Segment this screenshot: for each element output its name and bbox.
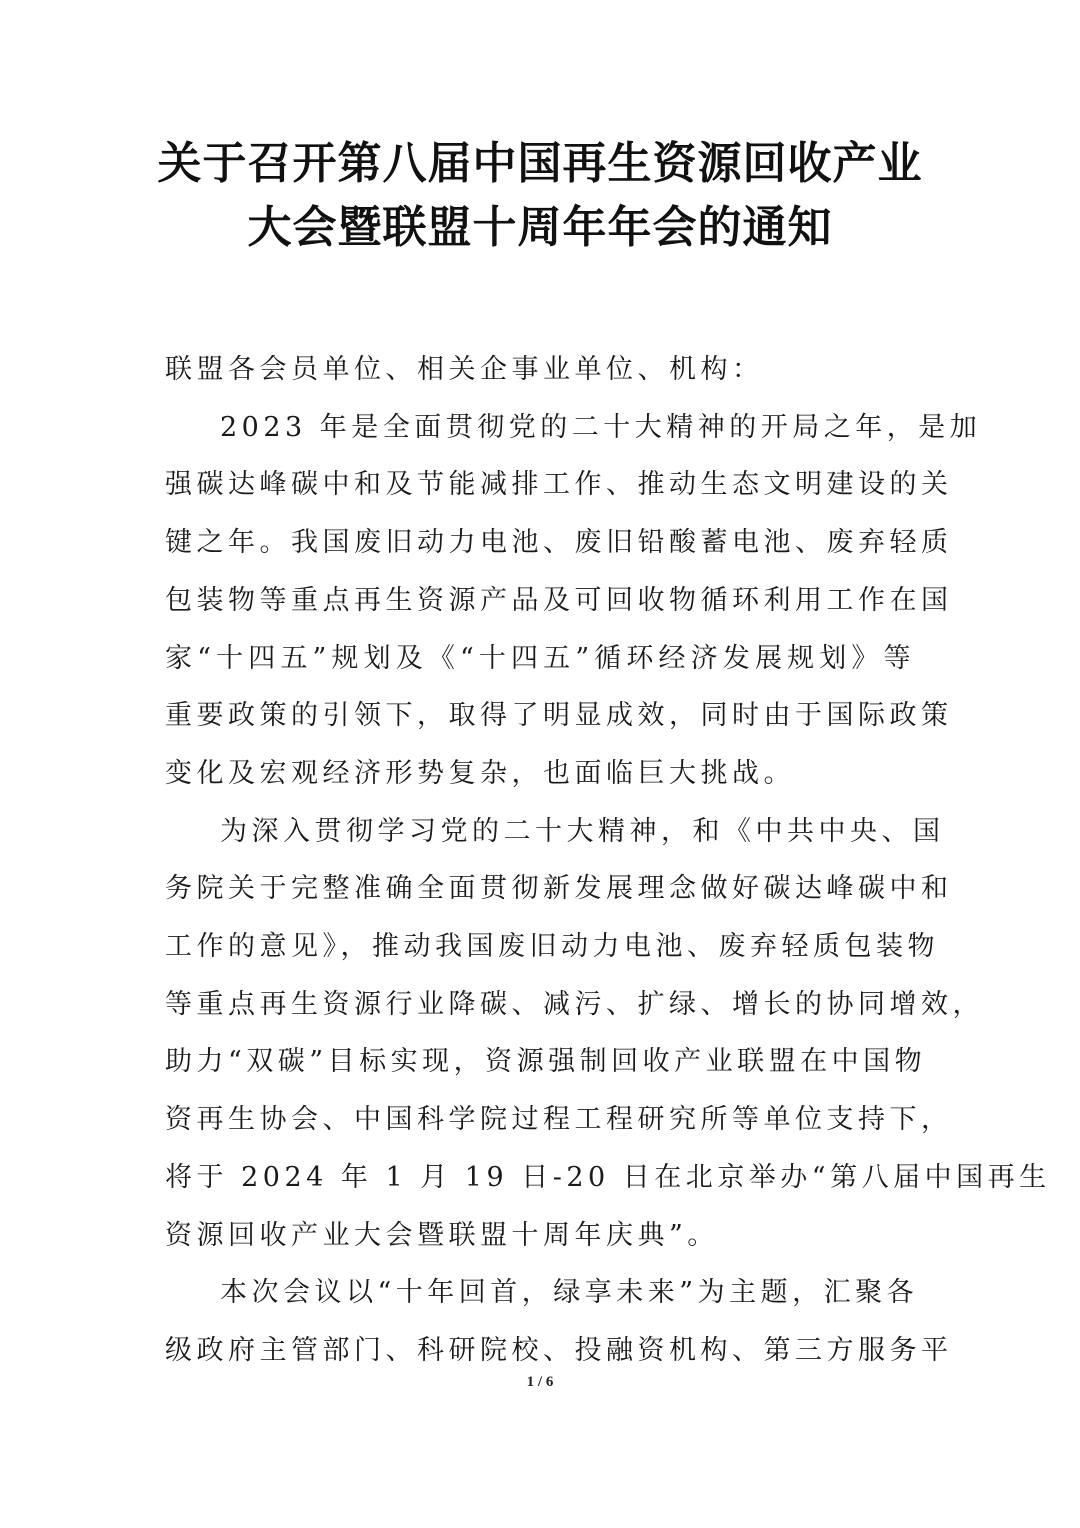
document-body — [165, 341, 1051, 1380]
paragraph-line: 务院关于完整准确全面贯彻新发展理念做好碳达峰碳中和 — [165, 873, 953, 905]
paragraph-line: 包装物等重点再生资源产品及可回收物循环利用工作在国 — [165, 584, 953, 616]
paragraph-line: 本次会议以“十年回首，绿享未来”为主题，汇聚各 — [220, 1277, 919, 1309]
title-line-1: 关于召开第八届中国再生资源回收产业 — [157, 138, 923, 189]
paragraph-line: 键之年。我国废旧动力电池、废旧铅酸蓄电池、废弃轻质 — [165, 527, 953, 559]
paragraph-line: 工作的意见》，推动我国废旧动力电池、废弃轻质包装物 — [165, 931, 939, 963]
paragraph-line: 将于 2024 年 1 月 19 日-20 日在北京举办“第八届中国再生 — [165, 1161, 1051, 1193]
paragraph-line: 等重点再生资源行业降碳、减污、扩绿、增长的协同增效， — [165, 988, 984, 1020]
paragraph-line: 级政府主管部门、科研院校、投融资机构、第三方服务平 — [165, 1334, 953, 1366]
paragraph-line: 家“十四五”规划及《“十四五”循环经济发展规划》等 — [165, 642, 915, 674]
paragraph-line: 助力“双碳”目标实现，资源强制回收产业联盟在中国物 — [165, 1046, 927, 1078]
paragraph-1 — [165, 399, 982, 803]
paragraph-line: 资源回收产业大会暨联盟十周年庆典”。 — [165, 1219, 719, 1251]
title-line-2: 大会暨联盟十周年年会的通知 — [247, 202, 833, 253]
salutation: 联盟各会员单位、相关企事业单位、机构： — [165, 354, 764, 385]
paragraph-line: 强碳达峰碳中和及节能减排工作、推动生态文明建设的关 — [165, 469, 953, 501]
paragraph-3 — [165, 1264, 953, 1379]
paragraph-2 — [165, 803, 1051, 1265]
paragraph-line: 变化及宏观经济形势复杂，也面临巨大挑战。 — [165, 757, 795, 789]
paragraph-line: 资再生协会、中国科学院过程工程研究所等单位支持下， — [165, 1104, 953, 1136]
page-number: 1 / 6 — [526, 1374, 554, 1390]
paragraph-line: 2023 年是全面贯彻党的二十大精神的开局之年，是加 — [220, 411, 982, 443]
paragraph-line: 为深入贯彻学习党的二十大精神，和《中共中央、国 — [220, 815, 945, 847]
document-title — [120, 132, 960, 260]
paragraph-line: 重要政策的引领下，取得了明显成效，同时由于国际政策 — [165, 700, 953, 732]
